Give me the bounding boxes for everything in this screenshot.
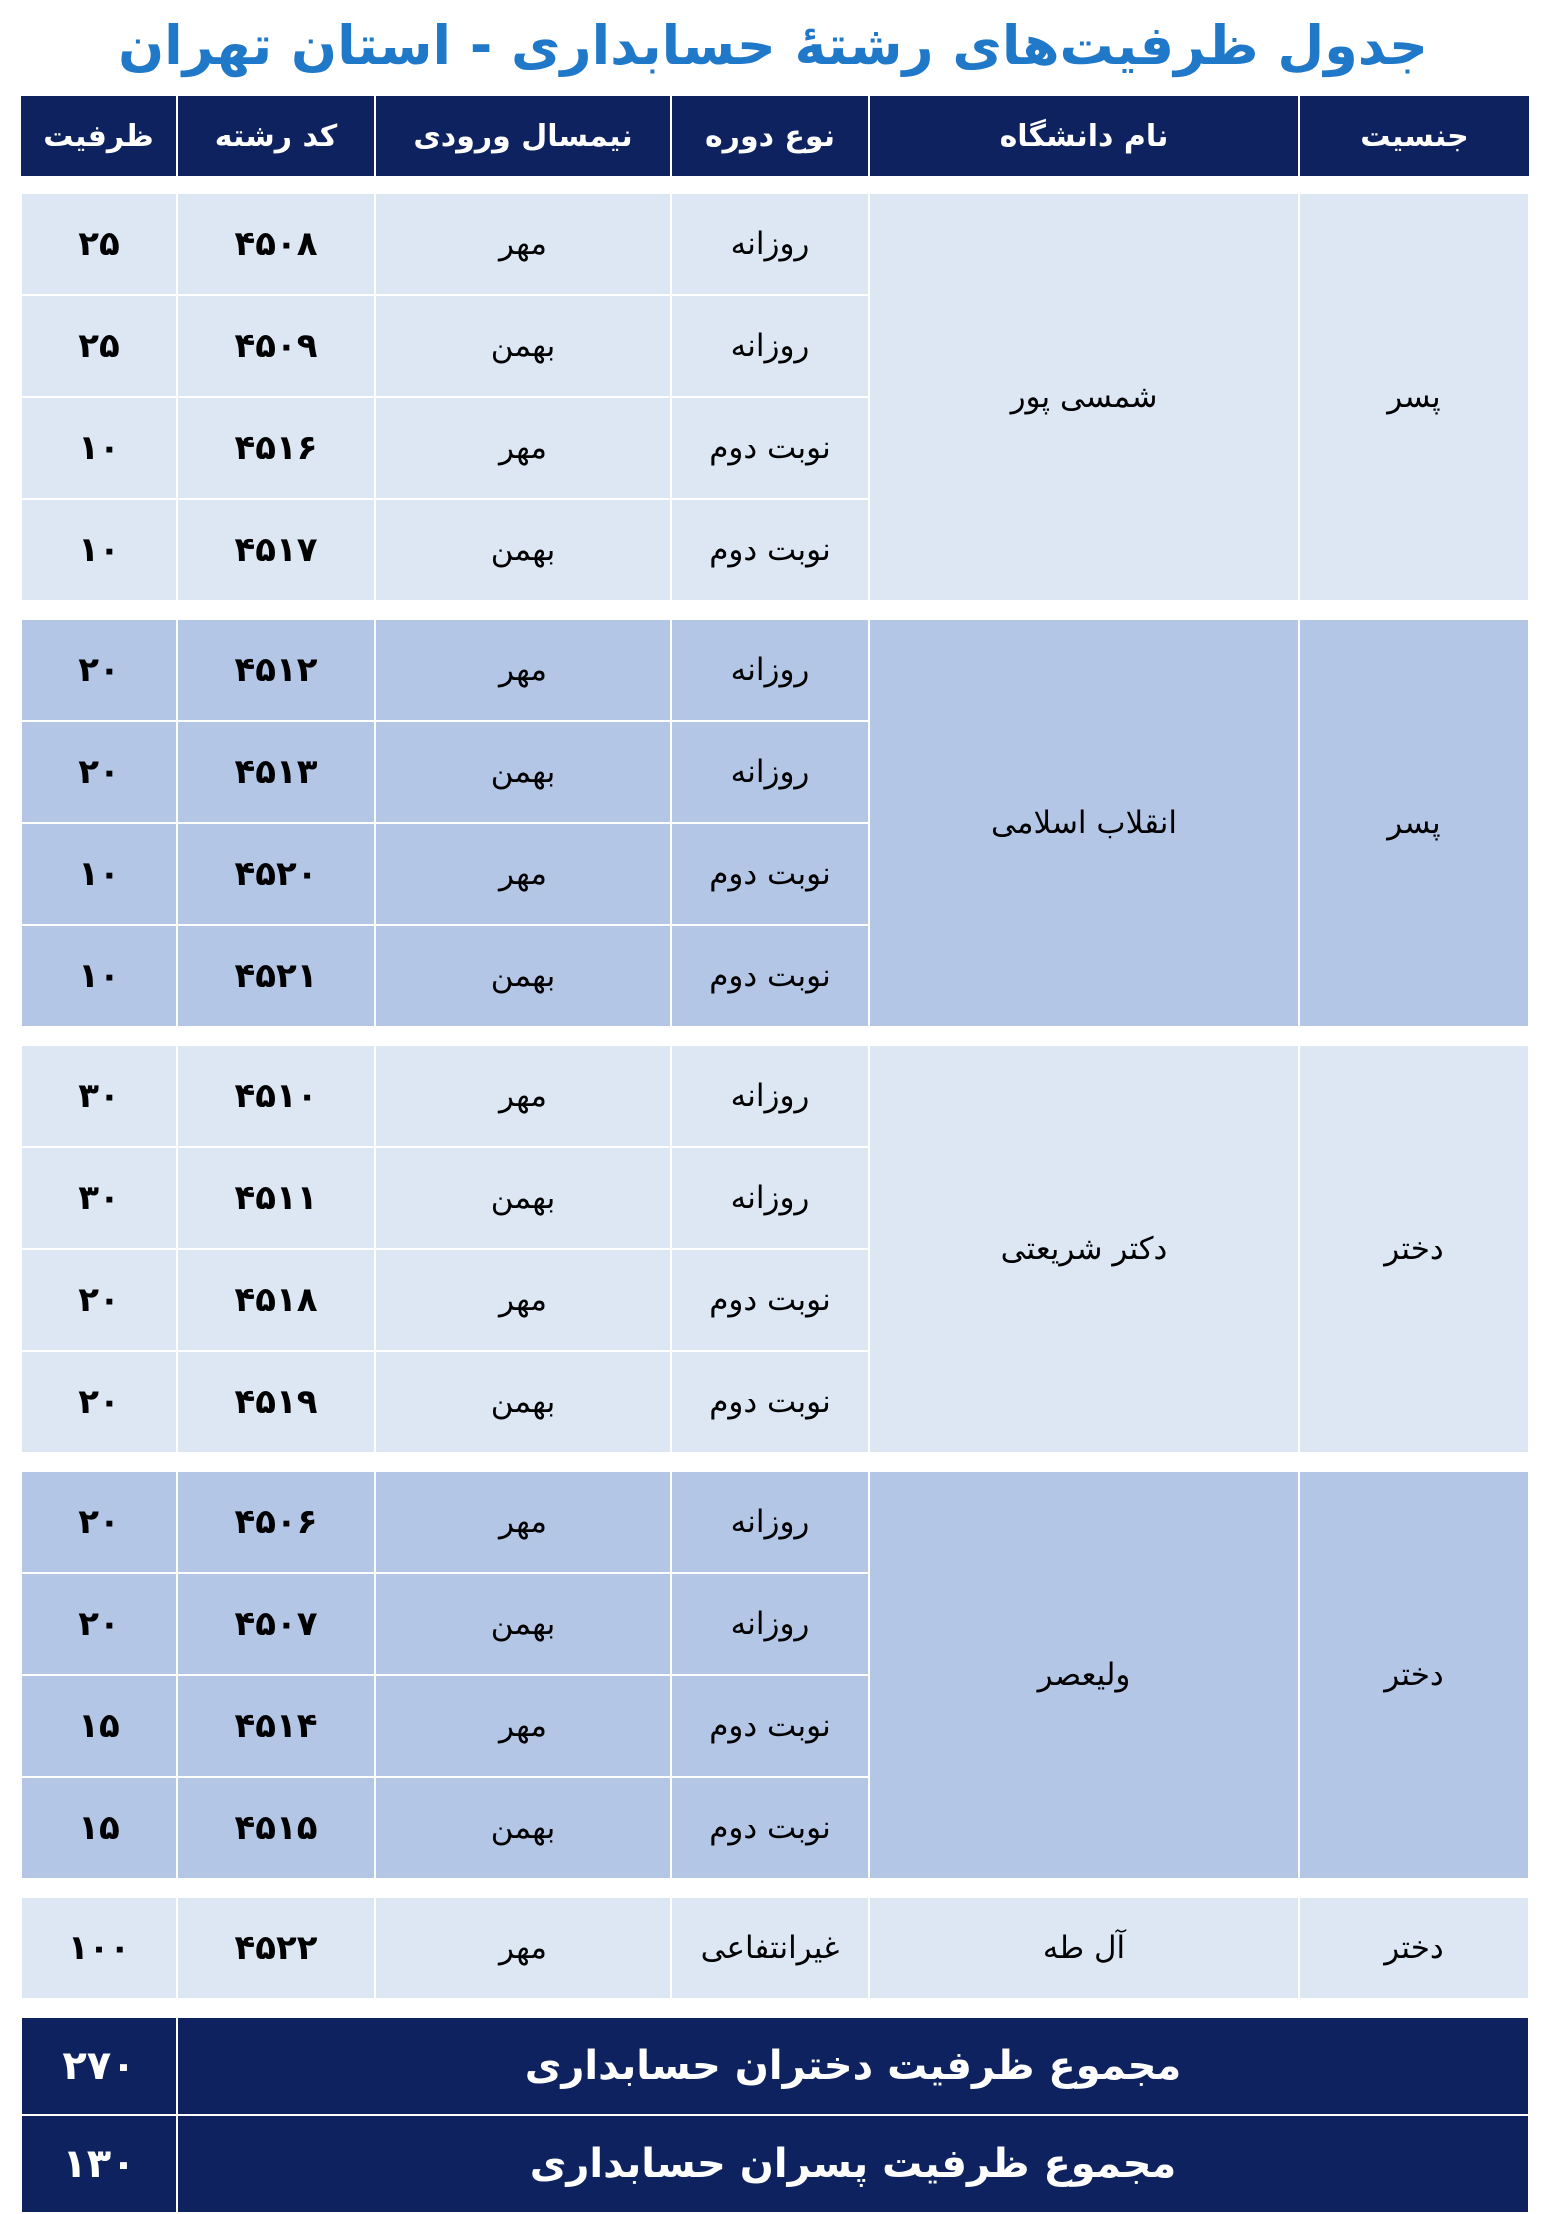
capacity-cell: ۱۰	[21, 823, 177, 925]
header-entry-term: نیمسال ورودی	[375, 96, 671, 176]
course-type-cell: روزانه	[671, 721, 869, 823]
course-type-cell: نوبت دوم	[671, 1351, 869, 1453]
table-row	[21, 1471, 1529, 1573]
entry-term-cell: مهر	[375, 1471, 671, 1573]
entry-term-cell: بهمن	[375, 721, 671, 823]
table-row	[21, 193, 1529, 295]
entry-term-cell: مهر	[375, 1045, 671, 1147]
table-row	[21, 1045, 1529, 1147]
header-capacity: ظرفیت	[21, 96, 177, 176]
capacity-cell: ۱۰	[21, 925, 177, 1027]
course-type-cell: نوبت دوم	[671, 499, 869, 601]
field-code-cell: ۴۵۱۸	[177, 1249, 375, 1351]
field-code-cell: ۴۵۰۹	[177, 295, 375, 397]
capacity-cell: ۱۰	[21, 397, 177, 499]
field-code-cell: ۴۵۱۱	[177, 1147, 375, 1249]
capacity-cell: ۱۰	[21, 499, 177, 601]
gender-cell: پسر	[1299, 193, 1529, 601]
entry-term-cell: بهمن	[375, 925, 671, 1027]
field-code-cell: ۴۵۰۶	[177, 1471, 375, 1573]
course-type-cell: نوبت دوم	[671, 1777, 869, 1879]
total-label: مجموع ظرفیت دختران حسابداری	[177, 2017, 1529, 2115]
course-type-cell: روزانه	[671, 1471, 869, 1573]
course-type-cell: روزانه	[671, 193, 869, 295]
entry-term-cell: مهر	[375, 1897, 671, 1999]
table-row	[21, 1897, 1529, 1999]
course-type-cell: نوبت دوم	[671, 823, 869, 925]
course-type-cell: روزانه	[671, 1045, 869, 1147]
header-university: نام دانشگاه	[869, 96, 1299, 176]
entry-term-cell: بهمن	[375, 295, 671, 397]
gender-cell: دختر	[1299, 1045, 1529, 1453]
entry-term-cell: مهر	[375, 1249, 671, 1351]
course-type-cell: روزانه	[671, 1147, 869, 1249]
field-code-cell: ۴۵۱۶	[177, 397, 375, 499]
total-label: مجموع ظرفیت پسران حسابداری	[177, 2115, 1529, 2213]
total-row-girls	[21, 2017, 1529, 2115]
header-gender: جنسیت	[1299, 96, 1529, 176]
capacity-cell: ۲۰	[21, 721, 177, 823]
university-cell: آل طه	[869, 1897, 1299, 1999]
course-type-cell: غیرانتفاعی	[671, 1897, 869, 1999]
entry-term-cell: بهمن	[375, 1147, 671, 1249]
university-cell: شمسی پور	[869, 193, 1299, 601]
course-type-cell: نوبت دوم	[671, 1249, 869, 1351]
field-code-cell: ۴۵۰۸	[177, 193, 375, 295]
page-title: جدول ظرفیت‌های رشتهٔ حسابداری - استان تهران	[118, 14, 1428, 77]
capacity-cell: ۳۰	[21, 1045, 177, 1147]
university-cell: انقلاب اسلامی	[869, 619, 1299, 1027]
total-value: ۱۳۰	[21, 2115, 177, 2213]
field-code-cell: ۴۵۱۰	[177, 1045, 375, 1147]
capacity-cell: ۲۰	[21, 619, 177, 721]
field-code-cell: ۴۵۲۱	[177, 925, 375, 1027]
entry-term-cell: بهمن	[375, 1573, 671, 1675]
gender-cell: دختر	[1299, 1471, 1529, 1879]
course-type-cell: روزانه	[671, 295, 869, 397]
field-code-cell: ۴۵۲۰	[177, 823, 375, 925]
header-field-code: کد رشته	[177, 96, 375, 176]
capacity-cell: ۲۰	[21, 1471, 177, 1573]
field-code-cell: ۴۵۱۵	[177, 1777, 375, 1879]
course-type-cell: روزانه	[671, 1573, 869, 1675]
capacity-cell: ۱۵	[21, 1675, 177, 1777]
field-code-cell: ۴۵۱۷	[177, 499, 375, 601]
table-row	[21, 619, 1529, 721]
entry-term-cell: مهر	[375, 823, 671, 925]
entry-term-cell: بهمن	[375, 1777, 671, 1879]
course-type-cell: نوبت دوم	[671, 925, 869, 1027]
capacity-cell: ۲۰	[21, 1249, 177, 1351]
field-code-cell: ۴۵۱۴	[177, 1675, 375, 1777]
total-row-boys	[21, 2115, 1529, 2213]
field-code-cell: ۴۵۰۷	[177, 1573, 375, 1675]
capacity-cell: ۳۰	[21, 1147, 177, 1249]
header-course-type: نوع دوره	[671, 96, 869, 176]
university-cell: ولیعصر	[869, 1471, 1299, 1879]
capacity-cell: ۱۰۰	[21, 1897, 177, 1999]
course-type-cell: نوبت دوم	[671, 1675, 869, 1777]
university-cell: دکتر شریعتی	[869, 1045, 1299, 1453]
table-header-row	[21, 96, 1529, 176]
course-type-cell: نوبت دوم	[671, 397, 869, 499]
field-code-cell: ۴۵۱۲	[177, 619, 375, 721]
capacity-table	[20, 96, 1530, 2214]
course-type-cell: روزانه	[671, 619, 869, 721]
capacity-cell: ۲۵	[21, 295, 177, 397]
entry-term-cell: بهمن	[375, 1351, 671, 1453]
capacity-cell: ۲۰	[21, 1351, 177, 1453]
capacity-cell: ۱۵	[21, 1777, 177, 1879]
entry-term-cell: مهر	[375, 193, 671, 295]
field-code-cell: ۴۵۱۳	[177, 721, 375, 823]
entry-term-cell: بهمن	[375, 499, 671, 601]
field-code-cell: ۴۵۱۹	[177, 1351, 375, 1453]
total-value: ۲۷۰	[21, 2017, 177, 2115]
entry-term-cell: مهر	[375, 397, 671, 499]
capacity-cell: ۲۰	[21, 1573, 177, 1675]
gender-cell: پسر	[1299, 619, 1529, 1027]
entry-term-cell: مهر	[375, 619, 671, 721]
entry-term-cell: مهر	[375, 1675, 671, 1777]
gender-cell: دختر	[1299, 1897, 1529, 1999]
capacity-cell: ۲۵	[21, 193, 177, 295]
field-code-cell: ۴۵۲۲	[177, 1897, 375, 1999]
